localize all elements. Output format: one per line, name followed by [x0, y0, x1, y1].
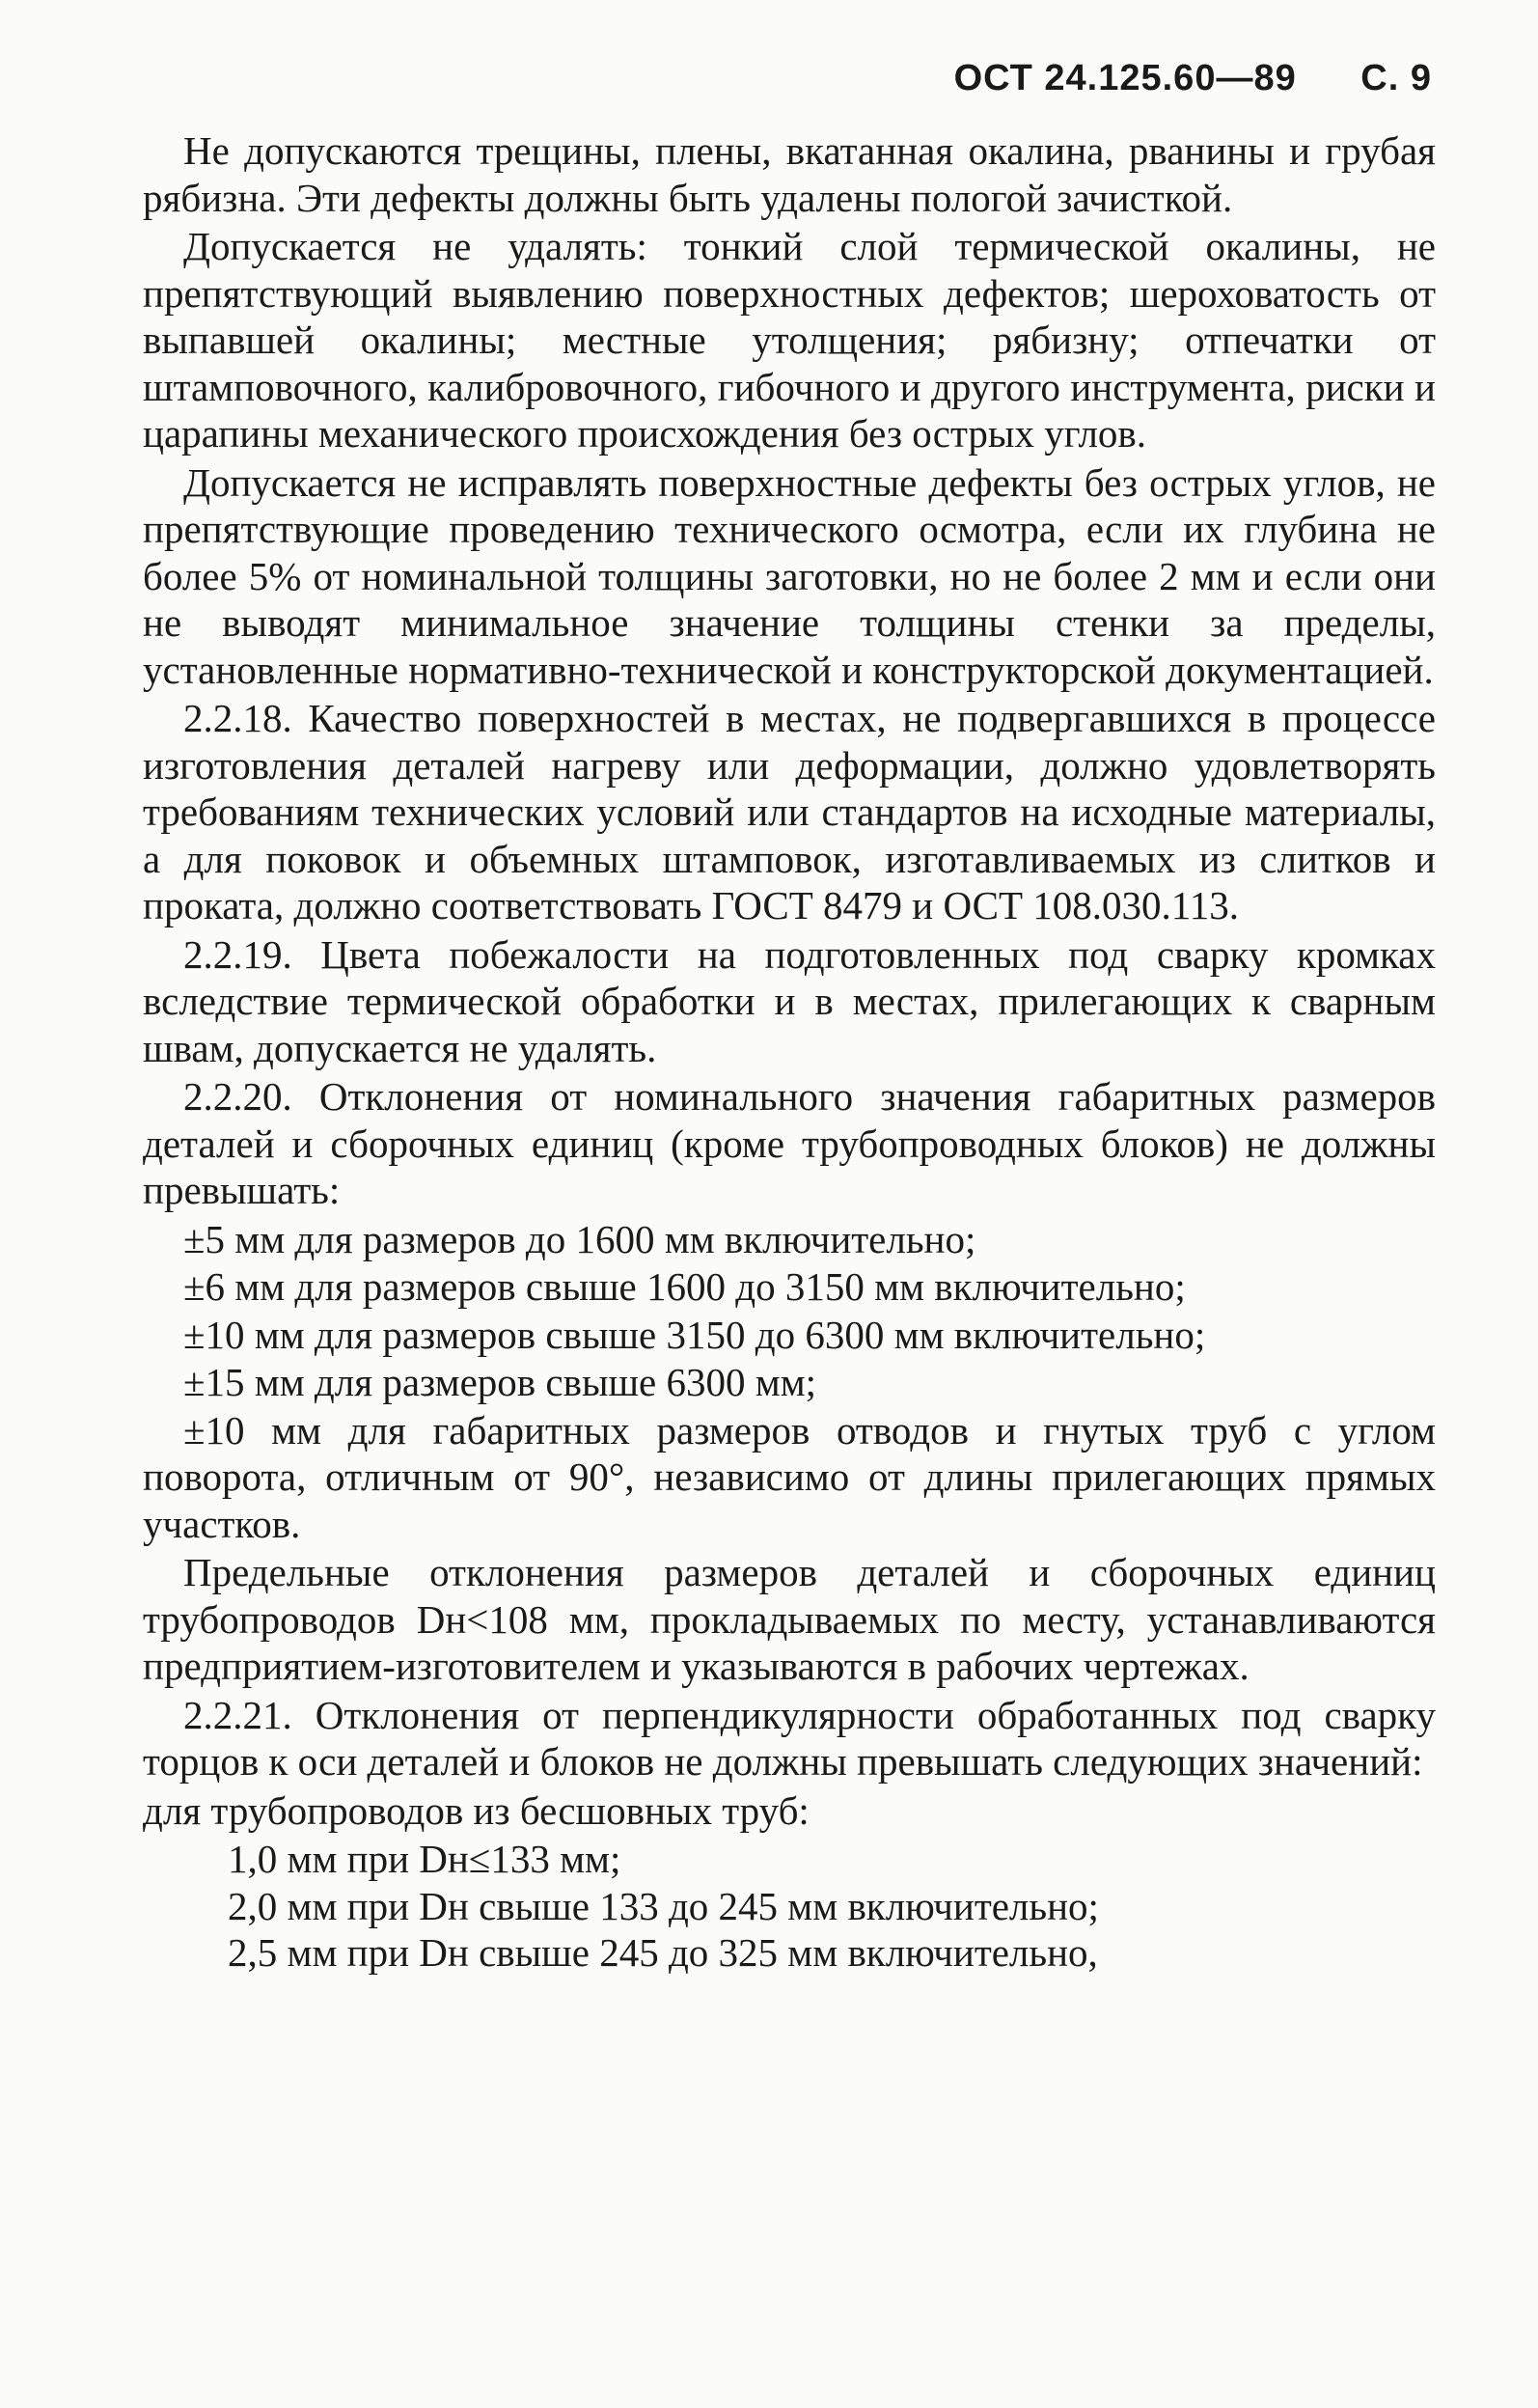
paragraph-allowed-not-correct: Допускается не исправлять поверхностные дефекты без острых углов, не препятствующие проведению технического осмотра, если их глубина не более 5% от номинальной толщины заготовки, но не более 2 мм и если они не выводят минимальное значение толщины стенки за пределы, установленные нормативно-технической и конструкторской документацией.	[143, 459, 1436, 692]
clause-2-2-21: 2.2.21. Отклонения от перпендикулярности обработанных под сварку торцов к оси деталей и блоков не должны превышать следующих значений:	[143, 1692, 1436, 1784]
tolerance-item: ±10 мм для размеров свыше 3150 до 6300 мм включительно;	[183, 1312, 1206, 1357]
paragraph-limits: Предельные отклонения размеров деталей и сборочных единиц трубопроводов Dн<108 мм, прокладываемых по месту, устанавливаются предприятием-изготовителем и указываются в рабочих чертежах.	[143, 1550, 1436, 1688]
seamless-item: 2,5 мм при Dн свыше 245 до 325 мм включительно,	[228, 1930, 1098, 1975]
page-header	[954, 58, 1432, 99]
clause-2-2-19: 2.2.19. Цвета побежалости на подготовленных под сварку кромках вследствие термической обработки и в местах, прилегающих к сварным швам, допускается не удалять.	[143, 931, 1436, 1070]
seamless-item: 2,0 мм при Dн свыше 133 до 245 мм включительно;	[228, 1883, 1099, 1928]
tolerance-item: ±15 мм для размеров свыше 6300 мм;	[183, 1360, 817, 1404]
seamless-item: 1,0 мм при Dн≤133 мм;	[228, 1837, 621, 1881]
page-number: С. 9	[1360, 58, 1432, 98]
tolerance-item: ±6 мм для размеров свыше 1600 до 3150 мм включительно;	[183, 1264, 1186, 1309]
tolerance-item: ±5 мм для размеров до 1600 мм включительно;	[183, 1216, 976, 1261]
clause-2-2-18: 2.2.18. Качество поверхностей в местах, не подвергавшихся в процессе изготовления деталей нагреву или деформации, должно удовлетворять требованиям технических условий или стандартов на исходные материалы, а для поковок и объемных штамповок, изготавливаемых из слитков и проката, должно соответствовать ГОСТ 8479 и ОСТ 108.030.113.	[143, 696, 1436, 927]
document-body	[143, 127, 1436, 1977]
clause-2-2-20: 2.2.20. Отклонения от номинального значения габаритных размеров деталей и сборочных единиц (кроме трубопроводных блоков) не должны превышать:	[143, 1074, 1436, 1212]
paragraph-defects: Не допускаются трещины, плены, вкатанная окалина, рванины и грубая рябизна. Эти дефекты должны быть удалены пологой зачисткой.	[143, 128, 1436, 220]
tolerance-item: ±10 мм для габаритных размеров отводов и гнутых труб с углом поворота, отличным от 90°, независимо от длины прилегающих прямых участков.	[143, 1407, 1436, 1546]
paragraph-allowed-not-remove: Допускается не удалять: тонкий слой термической окалины, не препятствующий выявлению поверхностных дефектов; шероховатость от выпавшей окалины; местные утолщения; рябизну; отпечатки от штамповочного, калибровочного, гибочного и другого инструмента, риски и царапины механического происхождения без острых углов.	[143, 224, 1436, 456]
seamless-intro: для трубопроводов из бесшовных труб:	[143, 1787, 810, 1833]
standard-code: ОСТ 24.125.60—89	[953, 58, 1297, 98]
